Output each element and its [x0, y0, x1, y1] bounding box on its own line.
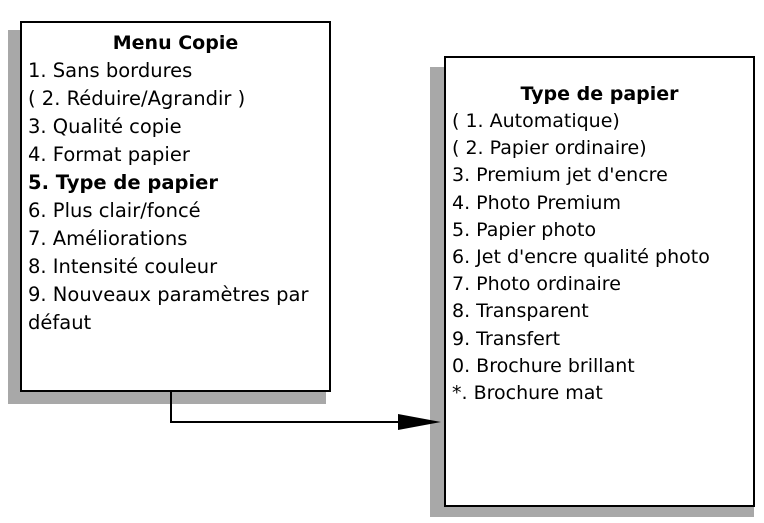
paper-type-item-8[interactable]: 8. Transparent	[452, 300, 589, 323]
paper-type-item-7[interactable]: 7. Photo ordinaire	[452, 273, 621, 296]
copy-menu-item-5-selected[interactable]: 5. Type de papier	[28, 171, 219, 194]
paper-type-item-2[interactable]: ( 2. Papier ordinaire)	[452, 137, 647, 160]
copy-menu-item-2[interactable]: ( 2. Réduire/Agrandir )	[28, 87, 246, 110]
paper-type-item-4[interactable]: 4. Photo Premium	[452, 191, 621, 214]
copy-menu-item-3[interactable]: 3. Qualité copie	[28, 115, 182, 138]
copy-menu-item-4[interactable]: 4. Format papier	[28, 143, 190, 166]
copy-menu-item-7[interactable]: 7. Améliorations	[28, 227, 188, 250]
copy-menu-list	[22, 57, 329, 337]
copy-menu-item-6[interactable]: 6. Plus clair/foncé	[28, 199, 201, 222]
copy-menu-item-8[interactable]: 8. Intensité couleur	[28, 255, 218, 278]
paper-type-item-9[interactable]: 9. Transfert	[452, 327, 561, 350]
copy-menu-item-1[interactable]: 1. Sans bordures	[28, 59, 193, 82]
paper-type-item-star[interactable]: *. Brochure mat	[452, 382, 603, 405]
paper-type-menu-title: Type de papier	[520, 83, 679, 105]
paper-type-item-1[interactable]: ( 1. Automatique)	[452, 110, 620, 132]
paper-type-menu-panel	[444, 56, 755, 507]
copy-menu-item-9[interactable]: 9. Nouveaux paramètres par défaut	[28, 283, 309, 334]
paper-type-item-0[interactable]: 0. Brochure brillant	[452, 354, 635, 377]
copy-menu-title: Menu Copie	[112, 32, 239, 54]
copy-menu-panel	[20, 21, 331, 392]
paper-type-item-6[interactable]: 6. Jet d'encre qualité photo	[452, 246, 710, 269]
paper-type-item-5[interactable]: 5. Papier photo	[452, 218, 597, 241]
paper-type-item-3[interactable]: 3. Premium jet d'encre	[452, 164, 668, 187]
paper-type-menu-list	[446, 108, 753, 407]
